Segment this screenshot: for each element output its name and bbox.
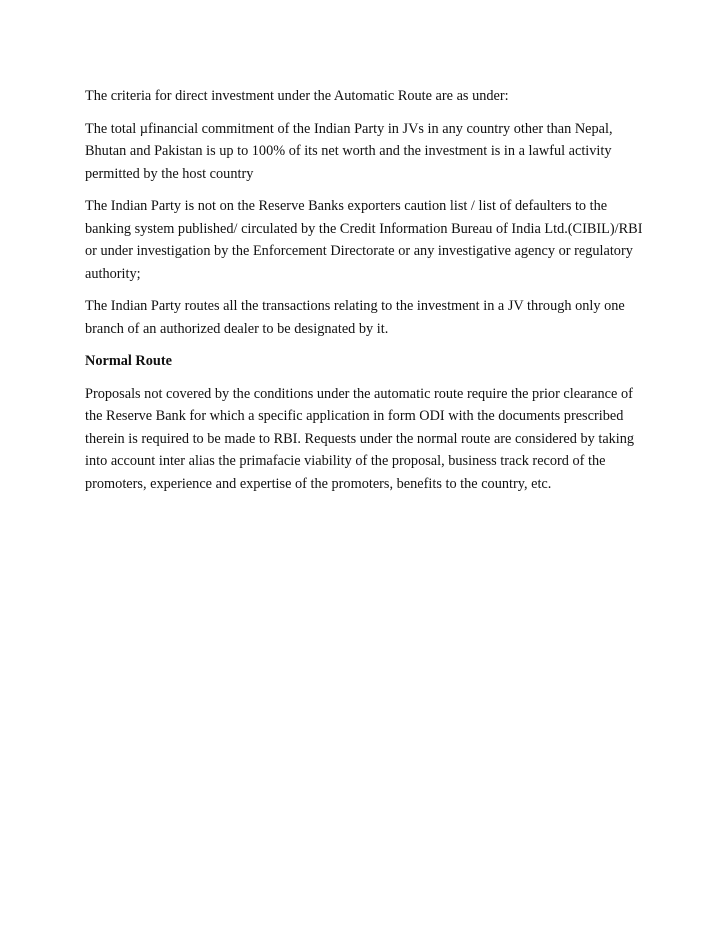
criteria-paragraph-2: The Indian Party is not on the Reserve Banks exporters caution list / list of defaulters to the banking system published/ circulated by the Credit Information Bureau of India Ltd.(CIBIL)/RBI or under investigation by the Enforcement Directorate or any investigative agency or regulatory authority; (85, 198, 643, 282)
intro-paragraph: The criteria for direct investment under the Automatic Route are as under: (85, 88, 509, 104)
section-heading: Normal Route (85, 353, 172, 369)
document-body (85, 85, 647, 505)
section-body-paragraph: Proposals not covered by the conditions under the automatic route require the prior clearance of the Reserve Bank for which a specific application in form ODI with the documents prescribed therein is required to be made to RBI. Requests under the normal route are considered by taking into account inter alias the primafacie viability of the proposal, business track record of the promoters, experience and expertise of the promoters, benefits to the country, etc. (85, 385, 635, 492)
criteria-paragraph-3: The Indian Party routes all the transactions relating to the investment in a JV through only one branch of an authorized dealer to be designated by it. (85, 298, 625, 337)
criteria-paragraph-1: The total µfinancial commitment of the Indian Party in JVs in any country other than Nepal, Bhutan and Pakistan is up to 100% of its net worth and the investment is in a lawful activity permitted by the host country (85, 120, 613, 182)
